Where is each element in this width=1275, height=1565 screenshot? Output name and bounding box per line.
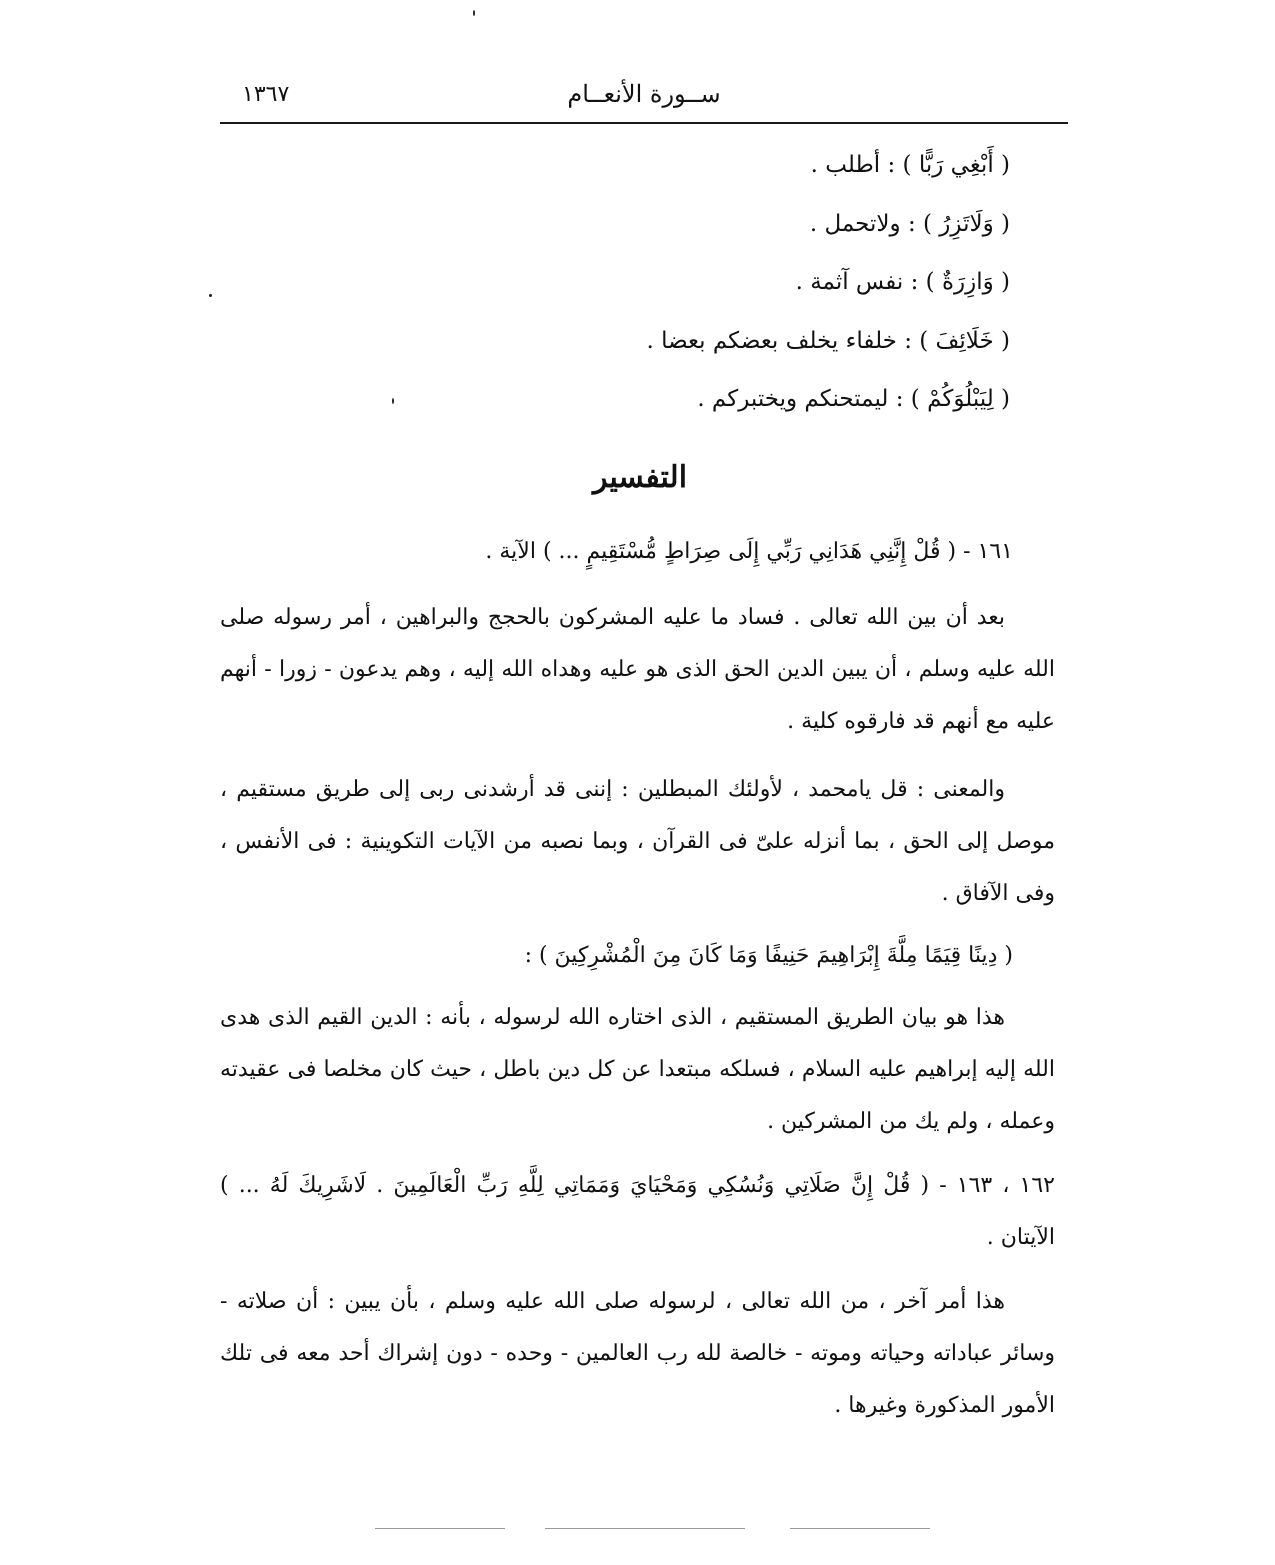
- surah-title: ســورة الأنعــام: [567, 80, 721, 108]
- verse-heading-162-163: ١٦٢ ، ١٦٣ - ( قُلْ إِنَّ صَلَاتِي وَنُسُكِي وَمَحْيَايَ وَمَمَاتِي لِلَّهِ رَبِّ الْعَالَمِينَ . لَاشَرِيكَ لَهُ ... ) الآيتان .: [220, 1173, 1055, 1250]
- commentary-paragraph: هذا أمر آخر ، من الله تعالى ، لرسوله صلى الله عليه وسلم ، بأن يبين : أن صلاته - وسائر عباداته وحياته وموته - خالصة لله رب العالمين - وحده - دون إشراك أحد معه فى تلك الأمور المذكورة وغيرها .: [220, 1289, 1055, 1418]
- glossary-entry: ( وَلَاتَزِرُ ) : ولاتحمل .: [809, 210, 1010, 237]
- commentary-paragraph: بعد أن بين الله تعالى . فساد ما عليه المشركون بالحجج والبراهين ، أمر رسوله صلى الله عليه وسلم ، أن يبين الدين الحق الذى هو عليه وهداه الله إليه ، وهم يدعون - زورا - أنهم عليه مع أنهم قد فارقوه كلية .: [220, 605, 1055, 734]
- page-number: ١٣٦٧: [242, 82, 290, 107]
- glossary-entry: ( أَبْغِي رَبًّا ) : أطلب .: [810, 152, 1010, 178]
- quoted-verse: ( دِينًا قِيَمًا مِلَّةَ إِبْرَاهِيمَ حَنِيفًا وَمَا كَانَ مِنَ الْمُشْرِكِينَ ) :: [524, 943, 1013, 968]
- footer-rule: [790, 1528, 930, 1529]
- commentary-paragraph: هذا هو بيان الطريق المستقيم ، الذى اختاره الله لرسوله ، بأنه : الدين القيم الذى هدى الله إليه إبراهيم عليه السلام ، فسلكه مبتعدا عن كل دين باطل ، حيث كان مخلصا فى عقيدته وعمله ، ولم يك من المشركين .: [220, 1005, 1055, 1134]
- running-header: [220, 78, 1068, 124]
- glossary-entry: ( وَازِرَةٌ ) : نفس آثمة .: [795, 269, 1010, 295]
- commentary-paragraph: والمعنى : قل يامحمد ، لأولئك المبطلين : إننى قد أرشدنى ربى إلى طريق مستقيم ، موصل إلى الحق ، بما أنزله علىّ فى القرآن ، وبما نصبه من الآيات التكوينية : فى الأنفس ، وفى الآفاق .: [220, 777, 1055, 906]
- verse-heading-161: ١٦١ - ( قُلْ إِنَّنِي هَدَانِي رَبِّي إِلَى صِرَاطٍ مُّسْتَقِيمٍ ... ) الآية .: [485, 539, 1013, 564]
- scan-speck: [473, 10, 475, 16]
- footer-rule: [375, 1528, 505, 1529]
- vocabulary-glossary: [390, 150, 1010, 443]
- section-heading: التفسير: [592, 460, 688, 495]
- glossary-entry: ( خَلَائِفَ ) : خلفاء يخلف بعضكم بعضا .: [646, 327, 1010, 354]
- footer-rule: [545, 1528, 745, 1529]
- scan-speck: [209, 294, 212, 297]
- glossary-entry: ( لِيَبْلُوَكُمْ ) : ليمتحنكم ويختبركم .: [697, 386, 1010, 412]
- scan-speck: [392, 398, 394, 404]
